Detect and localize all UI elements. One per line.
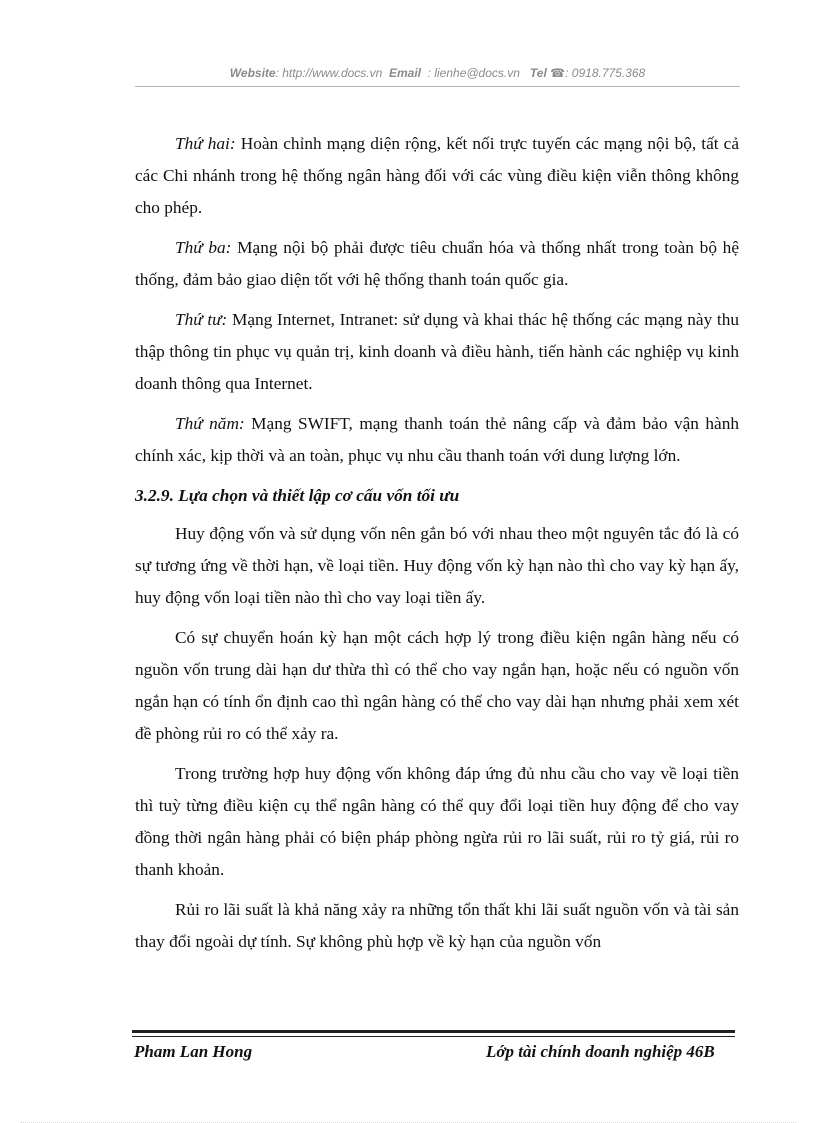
header-divider bbox=[135, 86, 740, 87]
section-paragraph: Huy động vốn và sử dụng vốn nên gắn bó với nhau theo một nguyên tắc đó là có sự tương ứng về thời hạn, về loại tiền. Huy động vốn kỳ hạn nào thì cho vay kỳ hạn ấy, huy động vốn loại tiền nào thì cho vay loại tiền ấy. bbox=[135, 524, 739, 607]
telephone-icon: ☎ bbox=[550, 66, 566, 80]
paragraph-text: Mạng SWIFT, mạng thanh toán thẻ nâng cấp và đảm bảo vận hành chính xác, kịp thời và an toàn, phục vụ nhu cầu thanh toán với dung lượng lớn. bbox=[135, 414, 739, 465]
paragraph-thu-hai bbox=[135, 128, 739, 224]
footer-class: Lớp tài chính doanh nghiệp 46B bbox=[486, 1042, 715, 1061]
email-value: : lienhe@docs.vn bbox=[427, 66, 520, 80]
section-paragraph: Rủi ro lãi suất là khả năng xảy ra những tổn thất khi lãi suất nguồn vốn và tài sản thay đổi ngoài dự tính. Sự không phù hợp về kỳ hạn của nguồn vốn bbox=[135, 900, 739, 951]
document-body bbox=[135, 128, 739, 966]
email-label: Email bbox=[388, 66, 421, 80]
website-value: : http://www.docs.vn bbox=[275, 66, 383, 80]
page-header bbox=[135, 66, 740, 80]
paragraph-lead: Thứ tư: bbox=[175, 310, 228, 329]
tel-value: : 0918.775.368 bbox=[565, 66, 646, 80]
paragraph-text: Mạng nội bộ phải được tiêu chuẩn hóa và thống nhất trong toàn bộ hệ thống, đảm bảo giao diện tốt với hệ thống thanh toán quốc gia. bbox=[135, 238, 739, 289]
paragraph-lead: Thứ năm: bbox=[175, 414, 245, 433]
section-paragraph: Trong trường hợp huy động vốn không đáp ứng đủ nhu cầu cho vay về loại tiền thì tuỳ từng điều kiện cụ thể ngân hàng có thể quy đổi loại tiền huy động để cho vay đồng thời ngân hàng phải có biện pháp phòng ngừa rủi ro lãi suất, rủi ro tỷ giá, rủi ro thanh khoản. bbox=[135, 764, 739, 879]
website-label: Website bbox=[229, 66, 276, 80]
footer-author: Pham Lan Hong bbox=[134, 1042, 253, 1061]
paragraph-thu-nam bbox=[135, 408, 739, 472]
paragraph-thu-tu bbox=[135, 304, 739, 400]
footer-divider-thin bbox=[132, 1036, 735, 1037]
paragraph-text: Hoàn chỉnh mạng diện rộng, kết nối trực tuyến các mạng nội bộ, tất cả các Chi nhánh trong hệ thống ngân hàng đối với các vùng điều kiện viễn thông không cho phép. bbox=[135, 134, 739, 217]
section-paragraph: Có sự chuyển hoán kỳ hạn một cách hợp lý trong điều kiện ngân hàng nếu có nguồn vốn trung dài hạn dư thừa thì có thể cho vay ngắn hạn, hoặc nếu có nguồn vốn ngắn hạn có tính ổn định cao thì ngân hàng có thể cho vay dài hạn nhưng phải xem xét đề phòng rủi ro có thể xảy ra. bbox=[135, 628, 739, 743]
footer-divider-thick bbox=[132, 1030, 735, 1033]
paragraph-text: Mạng Internet, Intranet: sử dụng và khai thác hệ thống các mạng này thu thập thông tin phục vụ quản trị, kinh doanh và điều hành, tiến hành các nghiệp vụ kinh doanh thông qua Internet. bbox=[135, 310, 739, 393]
paragraph-thu-ba bbox=[135, 232, 739, 296]
section-heading: 3.2.9. Lựa chọn và thiết lập cơ cấu vốn tối ưu bbox=[135, 486, 460, 505]
paragraph-lead: Thứ ba: bbox=[175, 238, 232, 257]
tel-label: Tel bbox=[529, 66, 547, 80]
paragraph-lead: Thứ hai: bbox=[175, 134, 236, 153]
